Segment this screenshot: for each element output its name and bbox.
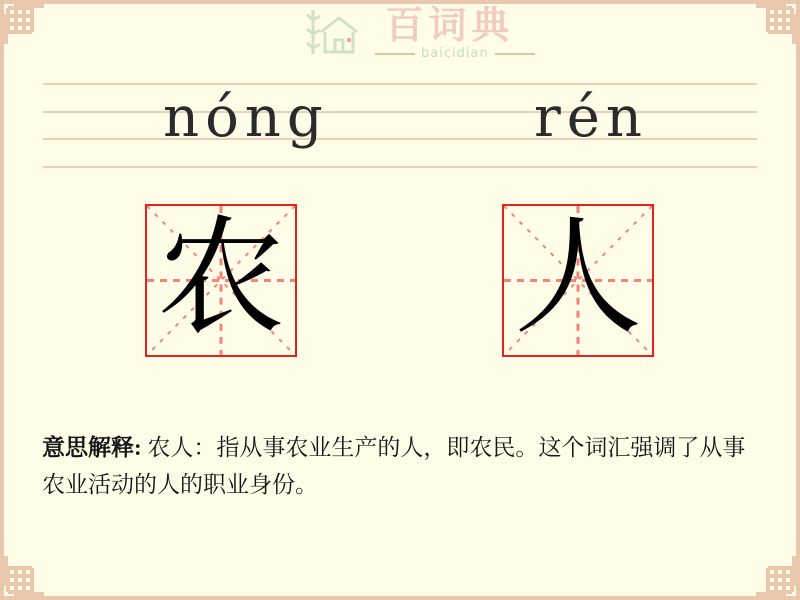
character-grid-first (145, 204, 297, 357)
logo-subtitle-row (375, 47, 535, 61)
guideline (43, 138, 757, 140)
corner-ornament-top-right (756, 2, 798, 44)
logo-divider-left (375, 53, 415, 55)
hanzi-second: 人 (513, 206, 642, 349)
lattice-corner-icon (2, 2, 44, 44)
corner-ornament-bottom-right (756, 556, 798, 598)
lattice-corner-icon (2, 556, 44, 598)
bamboo-house-icon (305, 6, 361, 58)
definition-label: 意思解释: (42, 435, 142, 460)
logo-divider-right (495, 53, 535, 55)
corner-ornament-bottom-left (2, 556, 44, 598)
guideline (43, 111, 757, 113)
definition (42, 429, 758, 503)
corner-ornament-top-left (2, 2, 44, 44)
pinyin-first: nóng (163, 85, 329, 150)
lattice-corner-icon (756, 2, 798, 44)
app-logo (305, 5, 515, 66)
pinyin-second: rén (534, 85, 648, 150)
lattice-corner-icon (756, 556, 798, 598)
hanzi-first: 农 (156, 206, 285, 349)
character-grid-second (502, 204, 654, 357)
logo-title: 百词典 (385, 5, 515, 47)
logo-subtitle: baicidian (421, 46, 489, 61)
definition-text: 农人：指从事农业生产的人，即农民。这个词汇强调了从事农业活动的人的职业身份。 (42, 435, 746, 497)
guideline (43, 83, 757, 85)
guideline (43, 166, 757, 168)
